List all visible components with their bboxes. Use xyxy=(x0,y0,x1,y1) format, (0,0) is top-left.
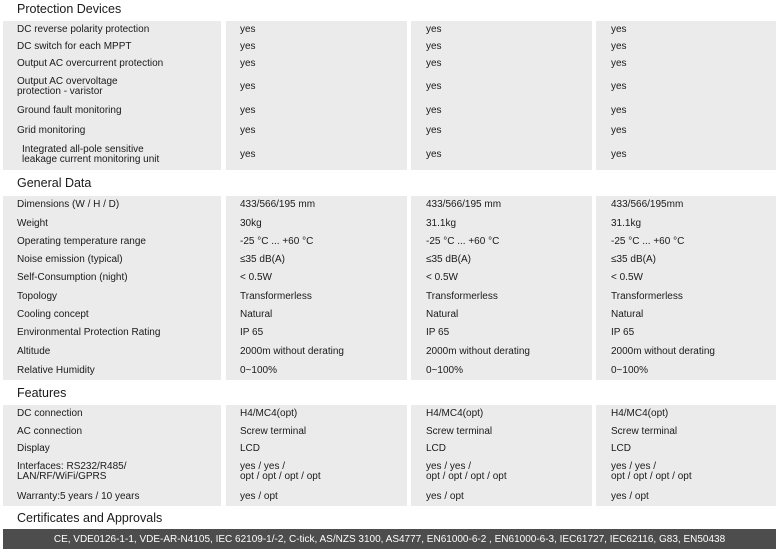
row-value: Screw terminal xyxy=(411,423,592,440)
row-value: 31.1kg xyxy=(411,214,592,233)
row-value-line: opt / opt / opt / opt xyxy=(426,471,507,482)
row-value: 0~100% xyxy=(596,361,776,380)
row-value: 0~100% xyxy=(226,361,407,380)
row-label: AC connection xyxy=(3,423,221,440)
row-label: DC reverse polarity protection xyxy=(3,21,221,38)
row-value: yes xyxy=(596,21,776,38)
row-value: yes xyxy=(411,121,592,140)
row-value: yes xyxy=(226,21,407,38)
table-row xyxy=(0,55,780,72)
table-row xyxy=(0,361,780,380)
row-value-line: yes / yes / xyxy=(611,461,657,472)
row-value: IP 65 xyxy=(596,324,776,342)
row-value: LCD xyxy=(411,440,592,457)
row-value: Natural xyxy=(596,306,776,324)
row-value xyxy=(226,457,407,487)
row-label-line: protection - varistor xyxy=(17,85,103,97)
table-row xyxy=(0,21,780,38)
row-value: -25 °C ... +60 °C xyxy=(596,233,776,251)
row-value: yes xyxy=(596,121,776,140)
row-value: yes xyxy=(596,101,776,121)
row-label: Grid monitoring xyxy=(3,121,221,140)
row-value: < 0.5W xyxy=(411,269,592,287)
row-value: LCD xyxy=(596,440,776,457)
table-row xyxy=(0,214,780,233)
row-value: 30kg xyxy=(226,214,407,233)
row-label-line: LAN/RF/WiFi/GPRS xyxy=(17,471,107,482)
row-value: yes xyxy=(411,140,592,170)
row-value: yes xyxy=(596,55,776,72)
table-row xyxy=(0,38,780,55)
row-label: Weight xyxy=(3,214,221,233)
row-label: Topology xyxy=(3,287,221,306)
row-label: Operating temperature range xyxy=(3,233,221,251)
row-value xyxy=(596,457,776,487)
row-label xyxy=(3,72,221,101)
row-label: Relative Humidity xyxy=(3,361,221,380)
row-label: DC switch for each MPPT xyxy=(3,38,221,55)
row-value: 0~100% xyxy=(411,361,592,380)
table-row xyxy=(0,287,780,306)
row-label: DC connection xyxy=(3,405,221,423)
row-value: yes xyxy=(411,72,592,101)
row-value: LCD xyxy=(226,440,407,457)
row-label-line: Integrated all-pole sensitive xyxy=(22,144,144,155)
row-value: Natural xyxy=(411,306,592,324)
section-title-certificates: Certificates and Approvals xyxy=(17,511,163,525)
row-value: < 0.5W xyxy=(226,269,407,287)
row-value: 2000m without derating xyxy=(596,342,776,361)
row-label: Environmental Protection Rating xyxy=(3,324,221,342)
row-label: Warranty:5 years / 10 years xyxy=(3,487,221,506)
row-label-line: Interfaces: RS232/R485/ xyxy=(17,461,127,472)
row-label: Ground fault monitoring xyxy=(3,101,221,121)
row-value: yes xyxy=(596,140,776,170)
row-value: yes / opt xyxy=(226,487,407,506)
row-label: Self-Consumption (night) xyxy=(3,269,221,287)
table-row xyxy=(0,251,780,269)
row-value: Transformerless xyxy=(411,287,592,306)
row-value: ≤35 dB(A) xyxy=(226,251,407,269)
table-row xyxy=(0,72,780,101)
table-row xyxy=(0,457,780,487)
row-value: H4/MC4(opt) xyxy=(226,405,407,423)
row-value: Screw terminal xyxy=(226,423,407,440)
table-row xyxy=(0,101,780,121)
row-value: 31.1kg xyxy=(596,214,776,233)
row-value: 2000m without derating xyxy=(411,342,592,361)
row-label: Altitude xyxy=(3,342,221,361)
row-value-line: opt / opt / opt / opt xyxy=(240,471,321,482)
section-title-general: General Data xyxy=(17,176,92,190)
row-label xyxy=(3,457,221,487)
row-value: yes xyxy=(226,121,407,140)
row-value xyxy=(411,457,592,487)
row-value: yes xyxy=(226,55,407,72)
table-row xyxy=(0,233,780,251)
row-value: Transformerless xyxy=(596,287,776,306)
row-value: yes xyxy=(411,38,592,55)
row-value: 433/566/195 mm xyxy=(411,196,592,214)
row-value: IP 65 xyxy=(411,324,592,342)
row-label: Dimensions (W / H / D) xyxy=(3,196,221,214)
row-value: H4/MC4(opt) xyxy=(411,405,592,423)
row-value: yes xyxy=(411,101,592,121)
row-label: Noise emission (typical) xyxy=(3,251,221,269)
row-value: Transformerless xyxy=(226,287,407,306)
row-value: yes / opt xyxy=(411,487,592,506)
row-label: Cooling concept xyxy=(3,306,221,324)
row-value: yes xyxy=(596,72,776,101)
row-value: yes / opt xyxy=(596,487,776,506)
row-value-line: yes / yes / xyxy=(240,461,286,472)
certificates-bar: CE, VDE0126-1-1, VDE-AR-N4105, IEC 62109-1/-2, C-tick, AS/NZS 3100, AS4777, EN61000-6-2 , EN61000-6-3, IEC61727, IEC62116, G83, EN50438 xyxy=(3,529,776,549)
row-value: yes xyxy=(411,21,592,38)
row-value: -25 °C ... +60 °C xyxy=(411,233,592,251)
row-label-line: leakage current monitoring unit xyxy=(22,154,160,165)
row-value: yes xyxy=(226,140,407,170)
row-value: Screw terminal xyxy=(596,423,776,440)
table-row xyxy=(0,440,780,457)
table-row xyxy=(0,140,780,170)
row-value: H4/MC4(opt) xyxy=(596,405,776,423)
row-value: Natural xyxy=(226,306,407,324)
row-value: yes xyxy=(226,72,407,101)
table-row xyxy=(0,487,780,506)
row-value: 433/566/195 mm xyxy=(226,196,407,214)
row-label xyxy=(3,140,221,170)
row-value: ≤35 dB(A) xyxy=(596,251,776,269)
row-value: IP 65 xyxy=(226,324,407,342)
row-value: yes xyxy=(226,101,407,121)
row-value: 433/566/195mm xyxy=(596,196,776,214)
table-row xyxy=(0,324,780,342)
table-row xyxy=(0,405,780,423)
row-value: yes xyxy=(596,38,776,55)
row-value: yes xyxy=(226,38,407,55)
row-value-line: yes / yes / xyxy=(426,461,472,472)
table-row xyxy=(0,342,780,361)
row-value: < 0.5W xyxy=(596,269,776,287)
table-row xyxy=(0,423,780,440)
row-label: Display xyxy=(3,440,221,457)
table-row xyxy=(0,269,780,287)
table-row xyxy=(0,196,780,214)
row-label-line: Output AC overvoltage xyxy=(17,75,118,87)
row-value: 2000m without derating xyxy=(226,342,407,361)
row-value-line: opt / opt / opt / opt xyxy=(611,471,692,482)
row-value: -25 °C ... +60 °C xyxy=(226,233,407,251)
row-value: yes xyxy=(411,55,592,72)
table-row xyxy=(0,121,780,140)
section-title-features: Features xyxy=(17,386,67,400)
section-title-protection: Protection Devices xyxy=(17,2,122,16)
table-row xyxy=(0,306,780,324)
row-value: ≤35 dB(A) xyxy=(411,251,592,269)
row-label: Output AC overcurrent protection xyxy=(3,55,221,72)
